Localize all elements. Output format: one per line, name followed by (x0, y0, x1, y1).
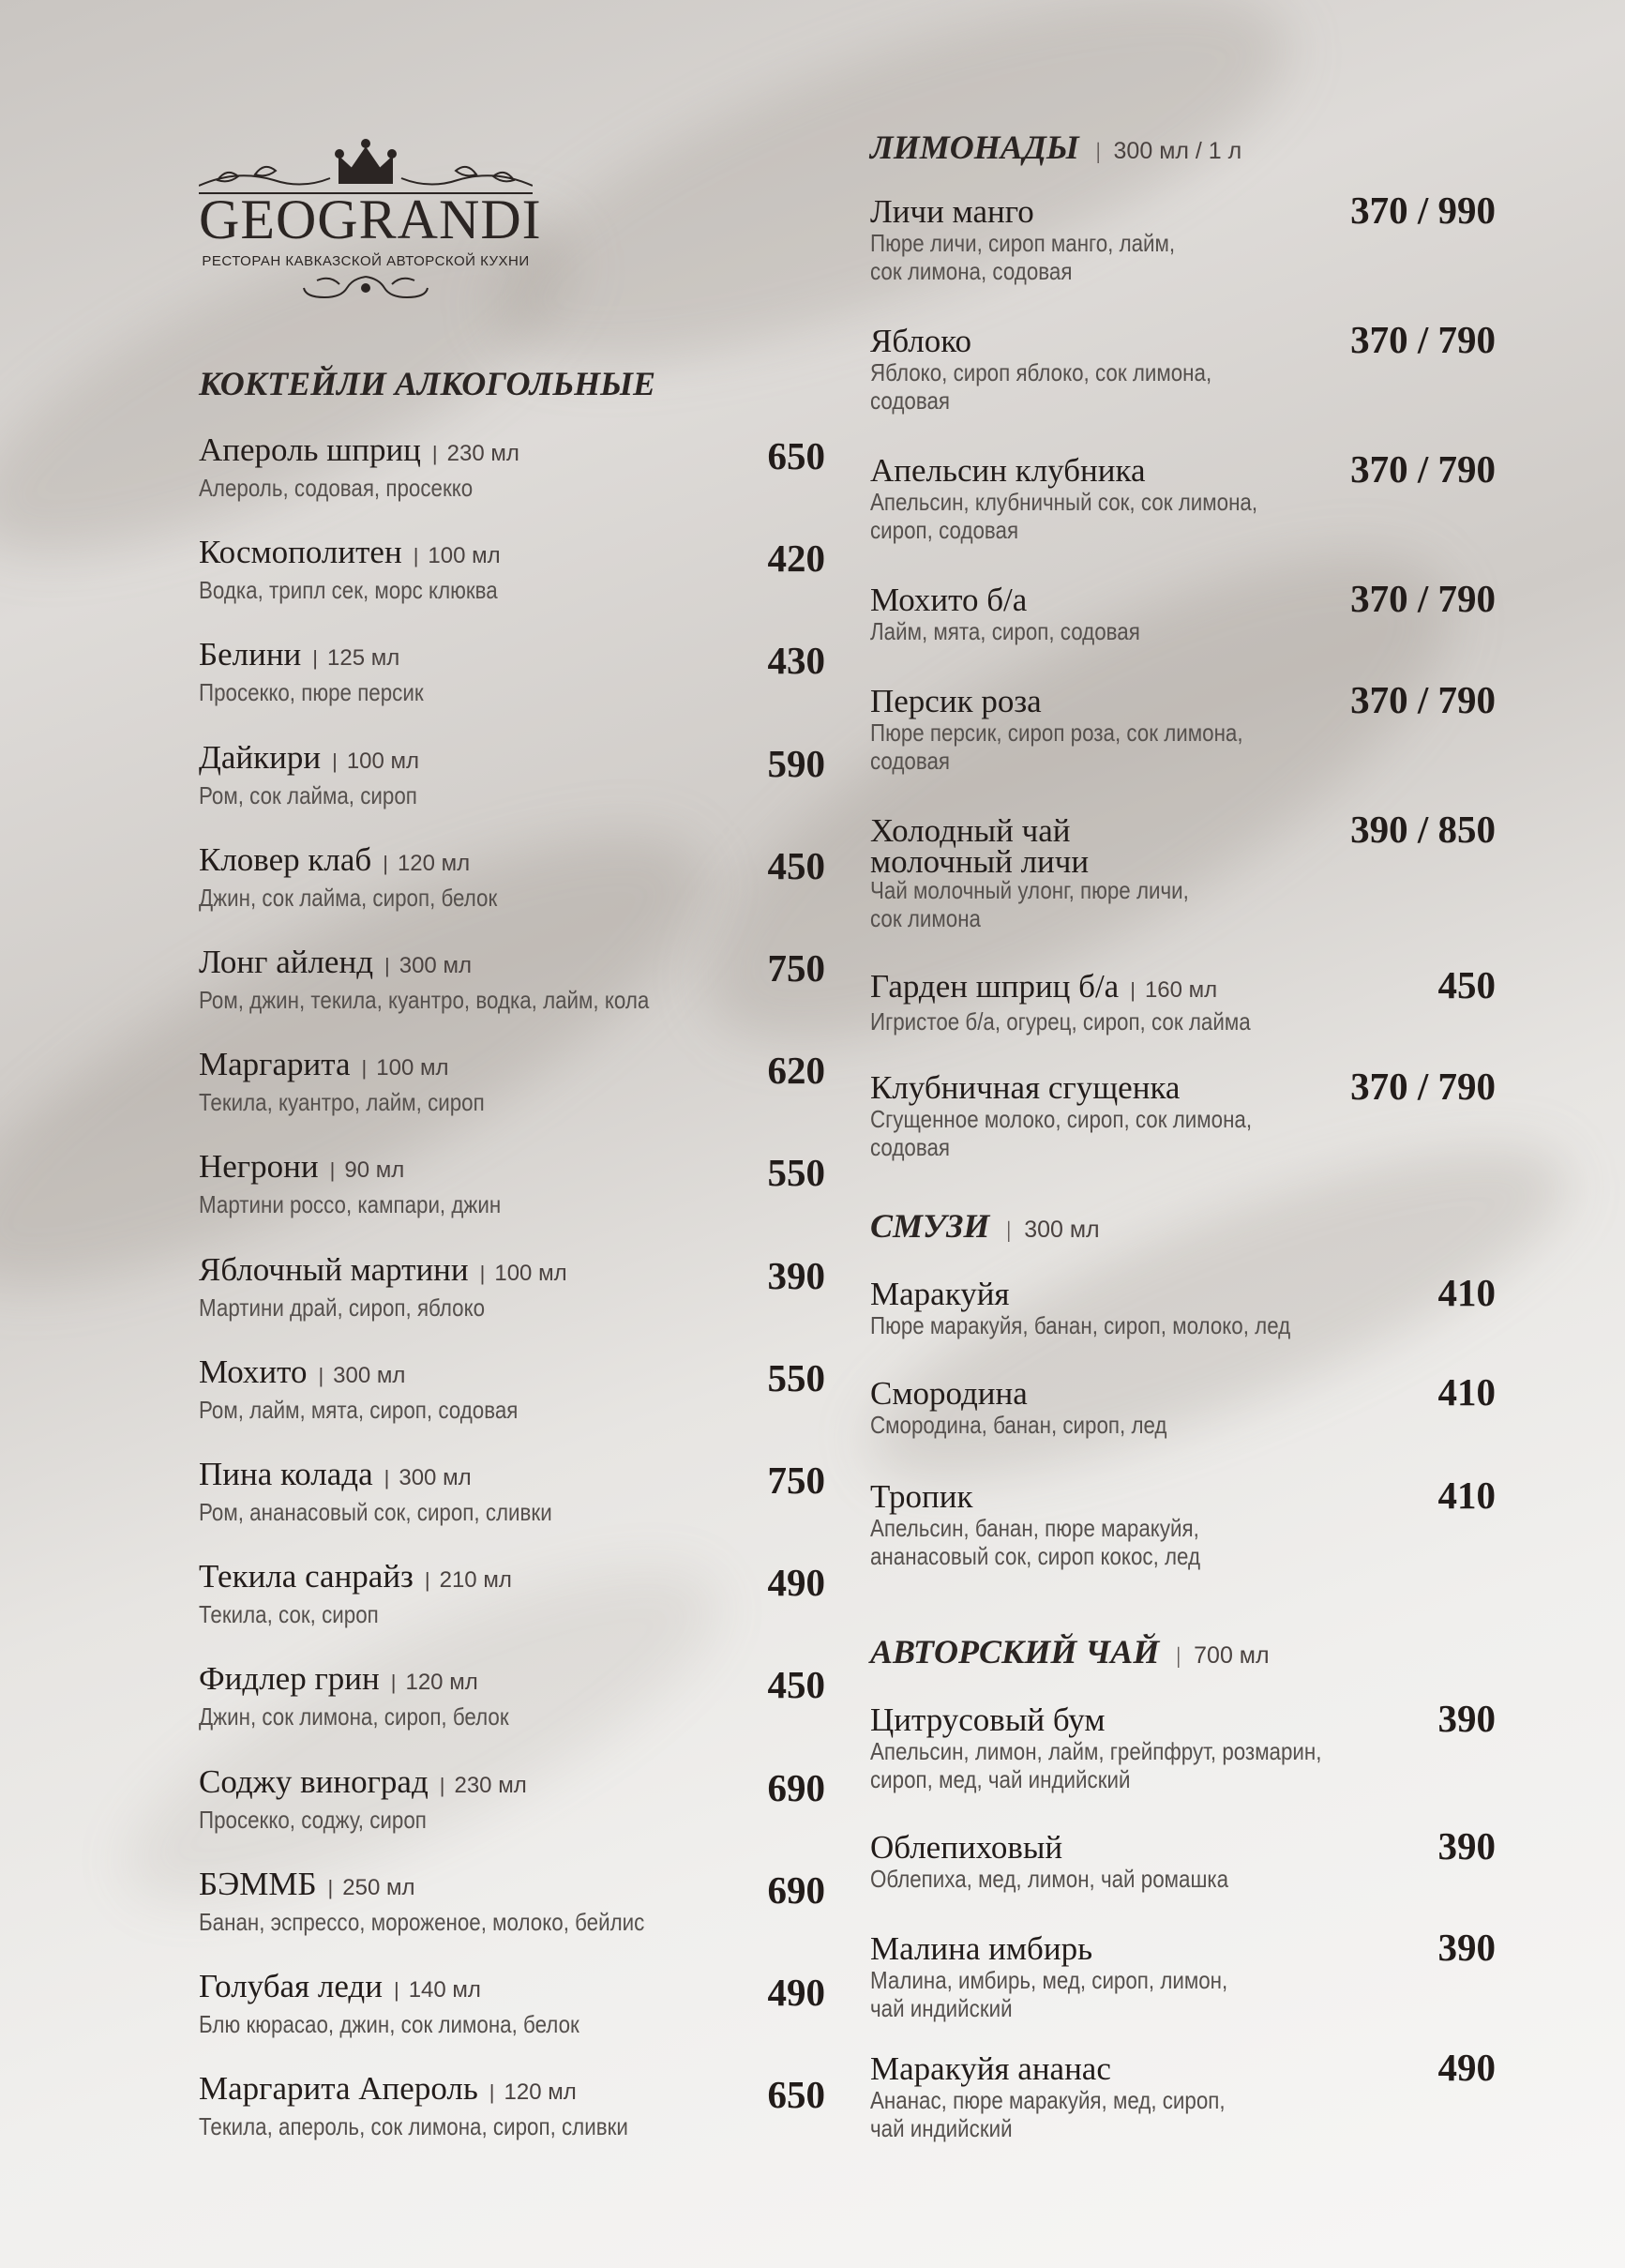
menu-item (870, 583, 1184, 645)
item-volume: 230 мл (446, 441, 519, 466)
item-volume: 300 мл (399, 953, 472, 978)
item-name: Маракуйя (870, 1276, 1010, 1312)
item-price: 750 (767, 946, 825, 990)
item-name-line (199, 738, 453, 779)
item-name: Фидлер грин (199, 1660, 380, 1698)
item-name-line (870, 970, 1313, 1007)
item-description: Малина, имбирь, мед, сироп, лимон, (870, 1966, 1228, 1994)
item-price: 410 (1437, 1370, 1496, 1414)
item-price: 370 / 990 (1350, 189, 1496, 232)
menu-item (870, 454, 1320, 544)
item-description-line2: чай индийский (870, 2114, 1013, 2142)
item-description: Алероль, содовая, просекко (199, 474, 474, 502)
brand-tagline: РЕСТОРАН КАВКАЗСКОЙ АВТОРСКОЙ КУХНИ (202, 253, 530, 269)
item-price: 490 (767, 1561, 825, 1605)
item-name: Апероль шприц (199, 431, 421, 468)
menu-item (870, 1278, 1359, 1339)
item-price: 410 (1437, 1271, 1496, 1314)
item-name-line (199, 1150, 550, 1187)
item-price: 690 (767, 1765, 825, 1809)
separator: | (413, 544, 419, 568)
menu-item (199, 840, 546, 915)
item-name: Персик роза (870, 683, 1042, 719)
separator: | (329, 1158, 336, 1183)
item-volume: 250 мл (342, 1874, 415, 1900)
item-name-line (870, 325, 1267, 358)
item-name: Яблочный мартини (199, 1250, 469, 1288)
item-volume: 100 мл (494, 1260, 567, 1286)
item-description: Просекко, пюре персик (199, 678, 424, 707)
item-name: Личи манго (870, 193, 1034, 230)
menu-item (870, 1932, 1286, 2022)
lemonades-volume: 300 мл / 1 л (1113, 138, 1242, 164)
item-description: Джин, сок лайма, сироп, белок (199, 883, 498, 912)
separator: | (479, 1261, 486, 1285)
item-price: 370 / 790 (1350, 1065, 1496, 1108)
item-description: Смородина, банан, сироп, лед (870, 1411, 1167, 1439)
item-description-line2: сироп, мед, чай индийский (870, 1765, 1131, 1793)
menu-item (870, 195, 1225, 285)
item-name: Негрони (199, 1148, 319, 1186)
item-description: Игристое б/а, огурец, сироп, сок лайма (870, 1007, 1251, 1036)
item-name-line (199, 1458, 609, 1495)
item-name: Смородина (870, 1375, 1028, 1412)
item-description: Текила, сок, сироп (199, 1600, 379, 1629)
menu-item (199, 433, 519, 505)
menu-item (870, 2052, 1283, 2142)
item-volume: 140 мл (408, 1977, 481, 2003)
item-price: 650 (767, 2073, 825, 2117)
menu-item (199, 1867, 717, 1939)
item-price: 390 / 850 (1350, 808, 1496, 851)
menu-item (199, 638, 460, 709)
menu-item (199, 1970, 641, 2041)
smoothies-volume: 300 мл (1024, 1217, 1100, 1243)
item-name: Голубая леди (199, 1968, 383, 2004)
item-name: Белини (199, 636, 302, 673)
item-description: Апельсин, клубничный сок, сок лимона, (870, 488, 1258, 516)
item-name-line (870, 1831, 1286, 1865)
item-price: 490 (1437, 2046, 1496, 2089)
item-name: Холодный чай (870, 812, 1071, 849)
separator: | (384, 1466, 390, 1489)
item-name: Гарден шприц б/а (870, 968, 1120, 1005)
menu-item (870, 1071, 1314, 1161)
smoothies-title-text: СМУЗИ (870, 1207, 990, 1245)
item-volume: 120 мл (405, 1670, 478, 1696)
item-name: БЭММБ (199, 1865, 317, 1902)
item-description-line2: ананасовый сок, сироп кокос, лед (870, 1542, 1201, 1570)
menu-item (199, 1355, 570, 1427)
item-volume: 210 мл (439, 1567, 512, 1594)
item-name-line (870, 1071, 1314, 1105)
menu-item (199, 1458, 609, 1529)
item-name-line (870, 1278, 1359, 1311)
item-price: 420 (767, 537, 825, 581)
item-description-line2: содовая (870, 386, 951, 415)
item-description-line2: сироп, содовая (870, 516, 1019, 544)
separator: | (1130, 978, 1136, 1002)
brand-name: GEOGRANDI (199, 189, 542, 250)
item-volume: 120 мл (504, 2079, 577, 2106)
item-price: 370 / 790 (1350, 678, 1496, 721)
separator: | (384, 954, 390, 977)
item-name: Облепиховый (870, 1829, 1063, 1866)
item-name-line (199, 1355, 570, 1393)
item-name: Тропик (870, 1478, 973, 1515)
item-name: Текила санрайз (199, 1558, 414, 1595)
item-volume: 230 мл (454, 1772, 527, 1798)
item-price: 690 (767, 1867, 825, 1912)
item-description-line2: содовая (870, 1133, 951, 1161)
menu-item (199, 945, 723, 1017)
item-description: Банан, эспрессо, мороженое, молоко, бейлис (199, 1907, 645, 1936)
item-name-line (199, 536, 547, 573)
tea-title-text: АВТОРСКИЙ ЧАЙ (870, 1633, 1160, 1671)
item-volume: 100 мл (376, 1055, 449, 1081)
item-description: Ром, ананасовый сок, сироп, сливки (199, 1498, 552, 1526)
menu-item (199, 1662, 559, 1733)
item-name-line (870, 454, 1320, 488)
item-price: 550 (767, 1355, 825, 1399)
item-description: Пюре личи, сироп манго, лайм, (870, 229, 1176, 257)
separator: | (439, 1773, 445, 1797)
item-description-line2: содовая (870, 747, 951, 775)
item-description: Ром, лайм, мята, сироп, содовая (199, 1395, 519, 1424)
menu-item (870, 685, 1303, 775)
separator: | (431, 442, 438, 465)
item-name: Пина колада (199, 1456, 373, 1492)
item-price: 390 (1437, 1824, 1496, 1867)
lemonades-title-text: ЛИМОНАДЫ (870, 129, 1079, 166)
item-price: 430 (767, 639, 825, 683)
separator: | (489, 2080, 495, 2105)
item-name: Кловер клаб (199, 840, 372, 878)
item-description-line2: чай индийский (870, 1994, 1013, 2022)
item-name-line (199, 1048, 531, 1085)
item-name: Яблоко (870, 323, 971, 359)
item-price: 390 (1437, 1926, 1496, 1969)
section-title-cocktails: КОКТЕЙЛИ АЛКОГОЛЬНЫЕ (199, 365, 656, 402)
item-description: Ром, джин, текила, куантро, водка, лайм, кола (199, 986, 650, 1014)
item-name-line (199, 1662, 559, 1700)
restaurant-logo (199, 131, 542, 301)
item-description: Ром, сок лайма, сироп (199, 780, 417, 809)
item-price: 450 (1437, 963, 1496, 1006)
item-description: Сгущенное молоко, сироп, сок лимона, (870, 1105, 1253, 1133)
item-name: Клубничная сгущенка (870, 1069, 1181, 1106)
menu-item (870, 970, 1313, 1036)
menu-item (870, 1480, 1254, 1570)
separator: | (383, 851, 388, 875)
separator: | (393, 1978, 399, 2002)
menu-item (199, 1250, 567, 1324)
item-name-line (199, 840, 546, 881)
separator: | (332, 748, 338, 773)
menu-item (870, 814, 1241, 932)
item-description: Пюре персик, сироп роза, сок лимона, (870, 718, 1243, 747)
item-name-line (199, 1250, 567, 1291)
item-description-line2: сок лимона (870, 904, 981, 932)
item-name-line (199, 1762, 527, 1803)
item-name-line (870, 2052, 1283, 2086)
item-name-line (870, 685, 1303, 718)
item-price: 370 / 790 (1350, 447, 1496, 491)
item-name-line (870, 1377, 1215, 1411)
separator: | (361, 1056, 368, 1081)
item-description: Лайм, мята, сироп, содовая (870, 617, 1140, 645)
separator: | (390, 1671, 397, 1695)
item-name-line (199, 2072, 698, 2109)
item-price: 590 (767, 741, 825, 785)
item-name-line (870, 1703, 1395, 1737)
menu-item (199, 1048, 531, 1119)
menu-item (870, 1377, 1215, 1439)
menu-item (199, 1762, 527, 1837)
item-description: Текила, куантро, лайм, сироп (199, 1088, 485, 1117)
item-name-line (199, 1867, 717, 1905)
item-name: Малина имбирь (870, 1930, 1093, 1967)
item-name-line (199, 945, 723, 983)
item-description: Водка, трипл сек, морс клюква (199, 576, 498, 605)
item-description: Облепиха, мед, лимон, чай ромашка (870, 1865, 1229, 1893)
item-price: 620 (767, 1049, 825, 1093)
item-name-line (870, 583, 1184, 617)
item-description: Мартини россо, кампари, джин (199, 1190, 502, 1219)
item-description: Мартини драй, сироп, яблоко (199, 1293, 486, 1322)
item-price: 370 / 790 (1350, 577, 1496, 620)
menu-item (199, 1560, 512, 1631)
menu-item (199, 536, 547, 607)
item-name: Апельсин клубника (870, 452, 1146, 489)
item-price: 410 (1437, 1474, 1496, 1517)
item-price: 390 (1437, 1697, 1496, 1740)
item-name: Маргарита (199, 1046, 351, 1083)
item-name-line (199, 433, 519, 471)
item-description: Ананас, пюре маракуйя, мед, сироп, (870, 2086, 1226, 2114)
menu-item (870, 1703, 1395, 1793)
item-name: Маргарита Апероль (199, 2070, 478, 2108)
separator: | (327, 1875, 334, 1899)
item-name-line (870, 1480, 1254, 1514)
item-description: Текила, апероль, сок лимона, сироп, сливки (199, 2112, 628, 2141)
item-price: 550 (767, 1151, 825, 1195)
item-price: 370 / 790 (1350, 318, 1496, 361)
item-description: Джин, сок лимона, сироп, белок (199, 1702, 509, 1731)
separator: | (318, 1363, 324, 1387)
menu-item (199, 1150, 550, 1221)
item-volume: 125 мл (327, 645, 400, 672)
menu-item (870, 325, 1267, 415)
menu-item (199, 2072, 698, 2143)
flourish-ornament-icon (199, 269, 533, 301)
separator: | (424, 1568, 430, 1593)
item-name-line (199, 1970, 641, 2007)
item-description: Пюре маракуйя, банан, сироп, молоко, лед (870, 1311, 1291, 1339)
item-description: Апельсин, лимон, лайм, грейпфрут, розмарин, (870, 1737, 1322, 1765)
section-title-smoothies: СМУЗИ | 300 мл (870, 1207, 1100, 1245)
item-name: Космополитен (199, 534, 402, 571)
item-price: 650 (767, 434, 825, 477)
item-name-line (870, 195, 1225, 229)
tea-volume: 700 мл (1194, 1642, 1270, 1669)
item-name: Мохито (199, 1353, 308, 1390)
item-description: Просекко, соджу, сироп (199, 1805, 427, 1834)
item-volume: 300 мл (333, 1362, 406, 1388)
item-name: Дайкири (199, 738, 322, 776)
item-name: Лонг айленд (199, 944, 374, 980)
item-price: 490 (767, 1971, 825, 2014)
item-volume: 100 мл (346, 748, 420, 774)
item-price: 450 (767, 1663, 825, 1707)
item-description: Апельсин, банан, пюре маракуйя, (870, 1514, 1199, 1542)
item-volume: 100 мл (428, 543, 501, 569)
item-volume: 90 мл (344, 1157, 405, 1184)
item-name-second-line: молочный личи (870, 843, 1090, 880)
item-volume: 300 мл (399, 1465, 472, 1490)
item-description-line2: сок лимона, содовая (870, 257, 1073, 285)
item-name: Цитрусовый бум (870, 1701, 1106, 1738)
item-name-line (199, 1560, 512, 1597)
item-description: Блю кюрасао, джин, сок лимона, белок (199, 2010, 579, 2038)
item-name: Соджу виноград (199, 1762, 429, 1800)
crown-ornament-icon (199, 131, 533, 197)
item-price: 450 (767, 843, 825, 887)
item-name-line (870, 1932, 1286, 1966)
separator: | (312, 646, 319, 671)
item-price: 750 (767, 1459, 825, 1502)
item-name: Маракуйя ананас (870, 2050, 1111, 2087)
item-name-line (199, 638, 460, 675)
menu-item (870, 1831, 1286, 1893)
section-title-tea: АВТОРСКИЙ ЧАЙ | 700 мл (870, 1633, 1270, 1671)
item-price: 390 (767, 1253, 825, 1297)
menu-item (199, 738, 453, 812)
section-title-lemonades: ЛИМОНАДЫ | 300 мл / 1 л (870, 129, 1242, 166)
item-name: Мохито б/а (870, 582, 1028, 618)
item-description: Чай молочный улонг, пюре личи, (870, 876, 1189, 904)
item-volume: 120 мл (397, 850, 471, 876)
item-description: Яблоко, сироп яблоко, сок лимона, (870, 358, 1212, 386)
item-volume: 160 мл (1144, 977, 1218, 1003)
